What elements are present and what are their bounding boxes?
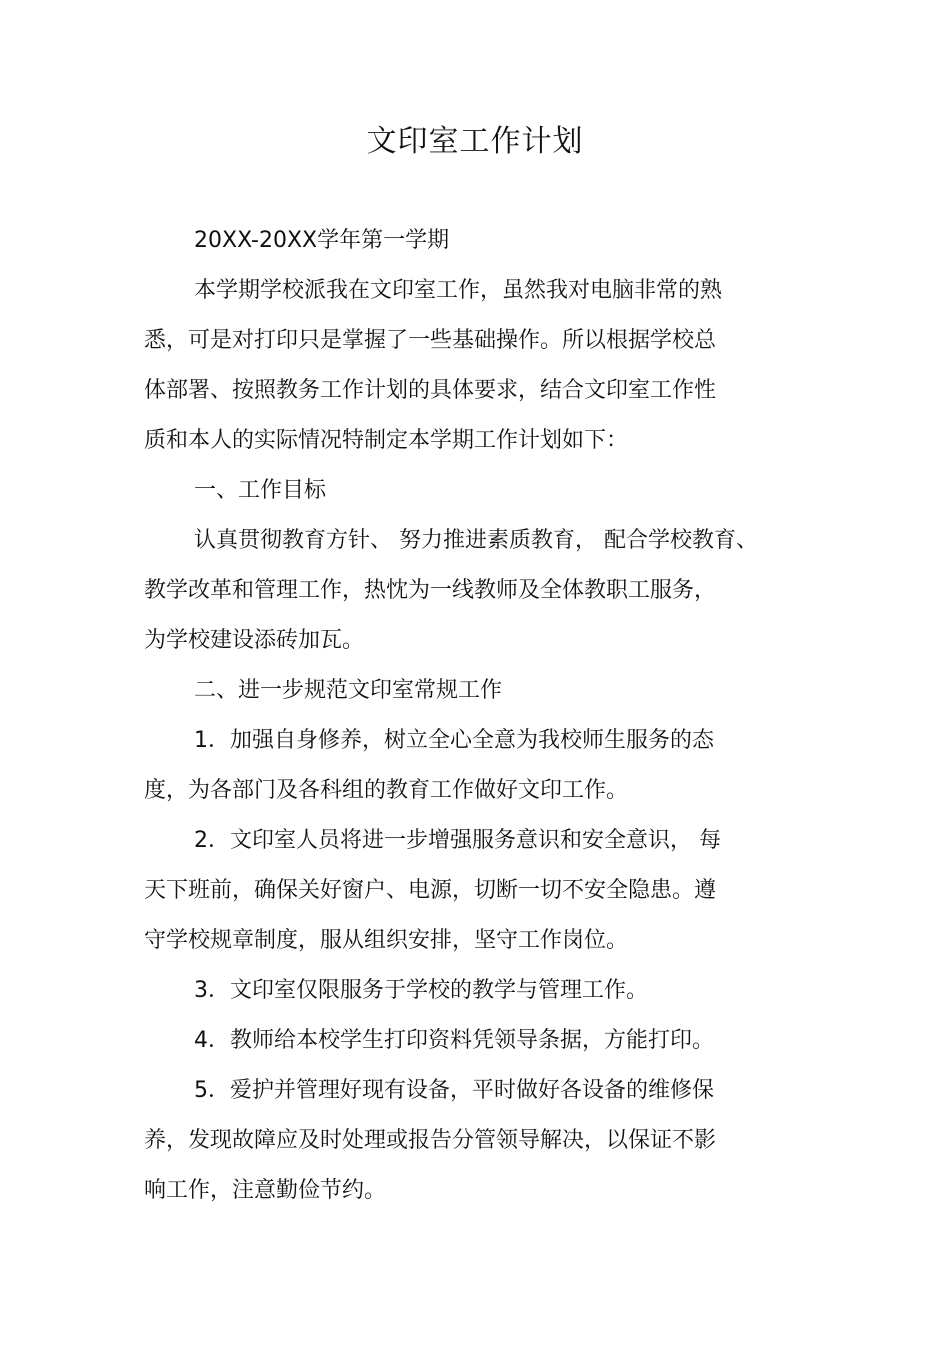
list-item-line: 天下班前，确保关好窗户、电源，切断一切不安全隐患。遵 xyxy=(144,878,717,903)
paragraph-line: 教学改革和管理工作，热忱为一线教师及全体教职工服务， xyxy=(144,578,717,603)
list-item-line: 1．加强自身修养，树立全心全意为我校师生服务的态 xyxy=(194,728,714,753)
document-title: 文印室工作计划 xyxy=(366,124,584,159)
paragraph-line: 体部署、按照教务工作计划的具体要求，结合文印室工作性 xyxy=(144,378,717,403)
paragraph-line: 认真贯彻教育方针、 努力推进素质教育， 配合学校教育、 xyxy=(194,528,758,553)
section-heading: 一、工作目标 xyxy=(194,478,327,503)
paragraph-line: 本学期学校派我在文印室工作，虽然我对电脑非常的熟 xyxy=(194,278,723,303)
list-item-line: 养，发现故障应及时处理或报告分管领导解决，以保证不影 xyxy=(144,1128,717,1153)
list-item-line: 3．文印室仅限服务于学校的教学与管理工作。 xyxy=(194,978,648,1003)
paragraph-line: 悉，可是对打印只是掌握了一些基础操作。所以根据学校总 xyxy=(144,328,717,353)
list-item-line: 5．爱护并管理好现有设备，平时做好各设备的维修保 xyxy=(194,1078,714,1103)
section-heading: 二、进一步规范文印室常规工作 xyxy=(194,678,503,703)
semester-line: 20XX-20XX学年第一学期 xyxy=(194,228,450,253)
list-item-line: 响工作，注意勤俭节约。 xyxy=(144,1178,387,1203)
paragraph-line: 为学校建设添砖加瓦。 xyxy=(144,628,365,653)
paragraph-line: 质和本人的实际情况特制定本学期工作计划如下： xyxy=(144,428,629,453)
list-item-line: 2．文印室人员将进一步增强服务意识和安全意识， 每 xyxy=(194,828,721,853)
list-item-line: 4．教师给本校学生打印资料凭领导条据，方能打印。 xyxy=(194,1028,714,1053)
list-item-line: 度，为各部门及各科组的教育工作做好文印工作。 xyxy=(144,778,629,803)
list-item-line: 守学校规章制度，服从组织安排，坚守工作岗位。 xyxy=(144,928,629,953)
